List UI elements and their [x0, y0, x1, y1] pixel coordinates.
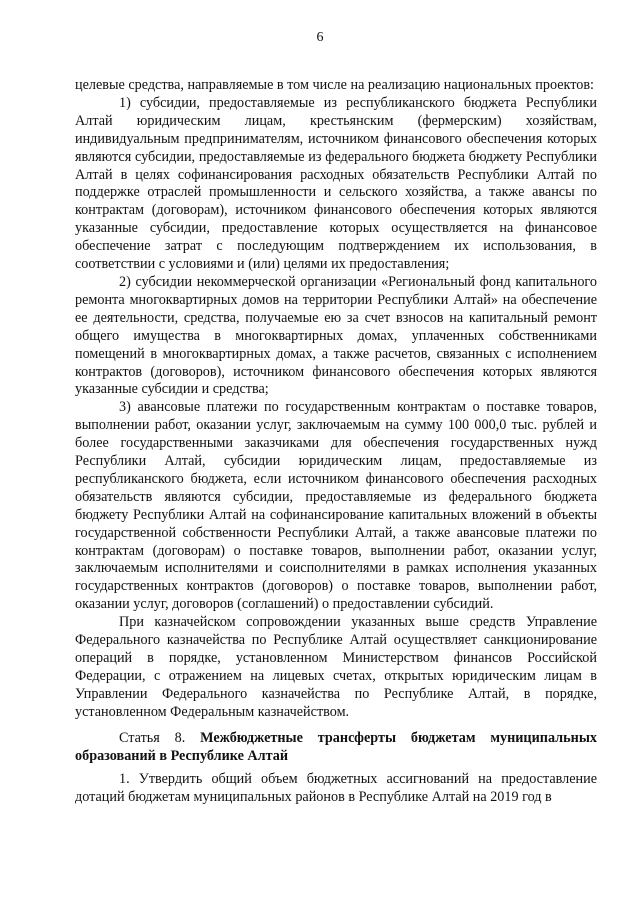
article-heading	[75, 730, 597, 766]
paragraph-article-8-1: 1. Утвердить общий объем бюджетных ассигнований на предоставление дотаций бюджетам муниципальных районов в Республике Алтай на 2019 год в	[75, 771, 597, 806]
paragraph-intro: целевые средства, направляемые в том числе на реализацию национальных проектов:	[75, 77, 594, 93]
article-title: Межбюджетные трансферты бюджетам муниципальных образований в Республике Алтай	[75, 729, 597, 764]
paragraph-treasury: При казначейском сопровождении указанных выше средств Управление Федерального казначейства по Республике Алтай осуществляет санкционирование операций в порядке, установленном Министерством финансов Российской Федерации, с отражением на лицевых счетах, открытых юридическим лицам в Управлении Федерального казначейства по Республике Алтай, в порядке, установленном Федеральным казначейством.	[75, 614, 597, 720]
list-item-1: 1) субсидии, предоставляемые из республиканского бюджета Республики Алтай юридическим лицам, крестьянским (фермерским) хозяйствам, индивидуальным предпринимателям, источником финансового обеспечения которых являются субсидии, предоставляемые из федерального бюджета бюджету Республики Алтай в целях софинансирования расходных обязательств Республики Алтай по поддержке отраслей промышленности и сельского хозяйства, а также авансы по контрактам (договорам), источником финансового обеспечения которых являются указанные субсидии, предоставление которых осуществляется на финансовое обеспечение затрат с последующим подтверждением их использования, в соответствии с условиями и (или) целями их предоставления;	[75, 94, 597, 273]
document-body	[75, 77, 597, 807]
list-item-3: 3) авансовые платежи по государственным контрактам о поставке товаров, выполнении работ, оказании услуг, заключаемым на сумму 100 000,0 тыс. рублей и более государственными заказчиками для обеспечения государственных нужд Республики Алтай, субсидии юридическим лицам, предоставляемые из республиканского бюджета, если источником финансового обеспечения расходных обязательств являются субсидии, предоставляемые из федерального бюджета бюджету Республики Алтай на софинансирование капитальных вложений в объекты государственной собственности Республики Алтай, а также авансовые платежи по контрактам (договорам) о поставке товаров, выполнении работ, оказании услуг, заключаемым исполнителями и соисполнителями в рамках исполнения указанных государственных контрактов (договоров) о поставке товаров, выполнении работ, оказании услуг, договоров (соглашений) о предоставлении субсидий.	[75, 399, 597, 613]
article-number: Статья 8.	[119, 729, 186, 746]
list-item-2: 2) субсидии некоммерческой организации «Региональный фонд капитального ремонта многоквартирных домов на территории Республики Алтай» на обеспечение ее деятельности, средства, получаемые ею за счет взносов на капитальный ремонт общего имущества в многоквартирных домах, уплаченных собственниками помещений в многоквартирных домах, а также расчетов, связанных с исполнением контрактов (договоров), источником финансового обеспечения которых являются указанные субсидии и средства;	[75, 273, 597, 398]
page-number: 6	[316, 30, 324, 45]
